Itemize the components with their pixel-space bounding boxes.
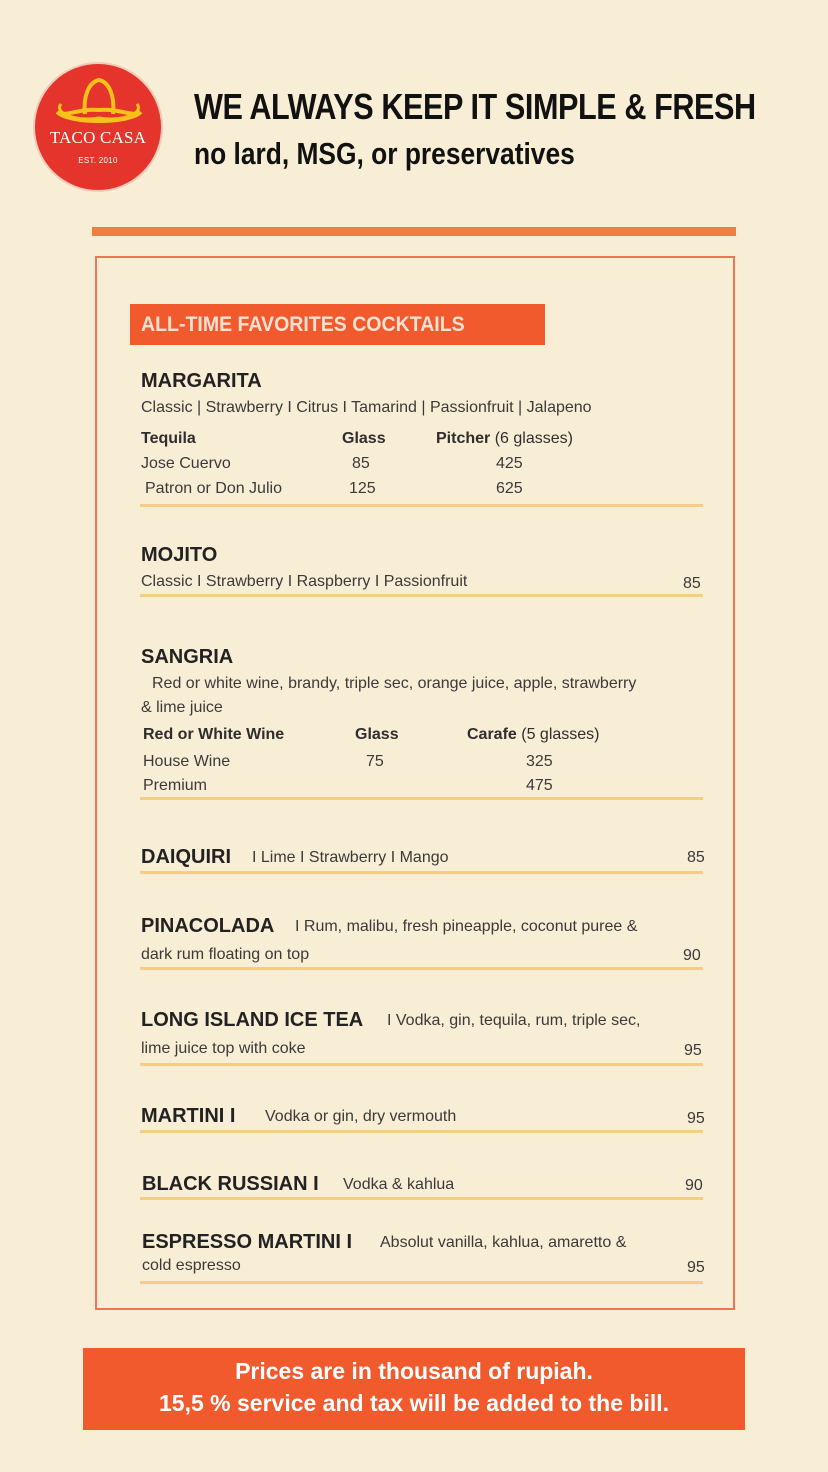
headline: WE ALWAYS KEEP IT SIMPLE & FRESH [194,86,756,127]
divider [140,871,703,874]
pricing-notice-line2: 15,5 % service and tax will be added to the bill. [159,1390,669,1416]
mojito-price: 85 [683,575,701,592]
item-name-sangria: SANGRIA [141,646,234,668]
item-name-mojito: MOJITO [141,544,218,566]
item-name-margarita: MARGARITA [141,370,262,392]
daiquiri-price: 85 [687,849,705,866]
pinacolada-desc-cont: dark rum floating on top [141,946,310,963]
margarita-col-tequila: Tequila [141,430,196,447]
mojito-flavors: Classic I Strawberry I Raspberry I Passionfruit [141,573,468,590]
sangria-col-carafe: Carafe (5 glasses) [467,726,600,743]
item-name-black-russian: BLACK RUSSIAN I [142,1173,319,1195]
section-title: ALL-TIME FAVORITES COCKTAILS [141,313,465,336]
sangria-row-glass: 75 [366,753,384,770]
margarita-row-glass: 85 [352,455,370,472]
divider [140,967,703,970]
martini-desc: Vodka or gin, dry vermouth [265,1108,457,1125]
pinacolada-price: 90 [683,947,701,964]
margarita-flavors: Classic | Strawberry I Citrus I Tamarind | Passionfruit | Jalapeno [141,399,592,416]
margarita-row-pitcher: 425 [496,455,523,472]
daiquiri-desc: I Lime I Strawberry I Mango [252,849,449,866]
item-name-espresso-martini: ESPRESSO MARTINI I [142,1231,353,1253]
sangria-row-carafe: 325 [526,753,553,770]
divider [140,797,703,800]
divider [140,504,703,507]
margarita-row-label: Patron or Don Julio [145,480,282,497]
logo-name: TACO CASA [49,128,147,147]
item-name-daiquiri: DAIQUIRI [141,846,231,868]
black-russian-desc: Vodka & kahlua [343,1176,455,1193]
black-russian-price: 90 [685,1177,703,1194]
margarita-col-pitcher: Pitcher (6 glasses) [436,430,573,447]
margarita-row-pitcher: 625 [496,480,523,497]
pinacolada-desc: I Rum, malibu, fresh pineapple, coconut puree & [295,918,638,935]
long-island-desc: I Vodka, gin, tequila, rum, triple sec, [387,1012,641,1029]
divider [140,594,703,597]
martini-price: 95 [687,1110,705,1127]
sangria-desc-cont: & lime juice [141,699,223,716]
sangria-col-wine: Red or White Wine [143,726,285,743]
sangria-row-label: Premium [143,777,208,794]
taco-casa-logo [33,62,163,192]
pricing-notice [83,1348,745,1430]
item-name-martini: MARTINI I [141,1105,236,1127]
sangria-row-carafe: 475 [526,777,553,794]
divider [140,1063,703,1066]
espresso-martini-price: 95 [687,1259,705,1276]
long-island-desc-cont: lime juice top with coke [141,1040,306,1057]
logo-est: EST. 2010 [78,156,118,165]
margarita-row-label: Jose Cuervo [141,455,231,472]
margarita-row-glass: 125 [349,480,376,497]
section-banner [130,304,545,345]
item-name-pinacolada: PINACOLADA [141,915,275,937]
sombrero-icon [49,74,149,134]
divider [140,1197,703,1200]
subline: no lard, MSG, or preservatives [194,136,575,171]
divider [140,1130,703,1133]
divider [140,1281,703,1284]
espresso-martini-desc: Absolut vanilla, kahlua, amaretto & [380,1234,627,1251]
pricing-notice-line1: Prices are in thousand of rupiah. [235,1358,593,1384]
item-name-long-island: LONG ISLAND ICE TEA [141,1009,364,1031]
header-divider [92,227,736,236]
margarita-col-glass: Glass [342,430,386,447]
espresso-martini-desc-cont: cold espresso [142,1257,241,1274]
long-island-price: 95 [684,1042,702,1059]
sangria-desc: Red or white wine, brandy, triple sec, orange juice, apple, strawberry [152,675,637,692]
sangria-col-glass: Glass [355,726,399,743]
sangria-row-label: House Wine [143,753,231,770]
